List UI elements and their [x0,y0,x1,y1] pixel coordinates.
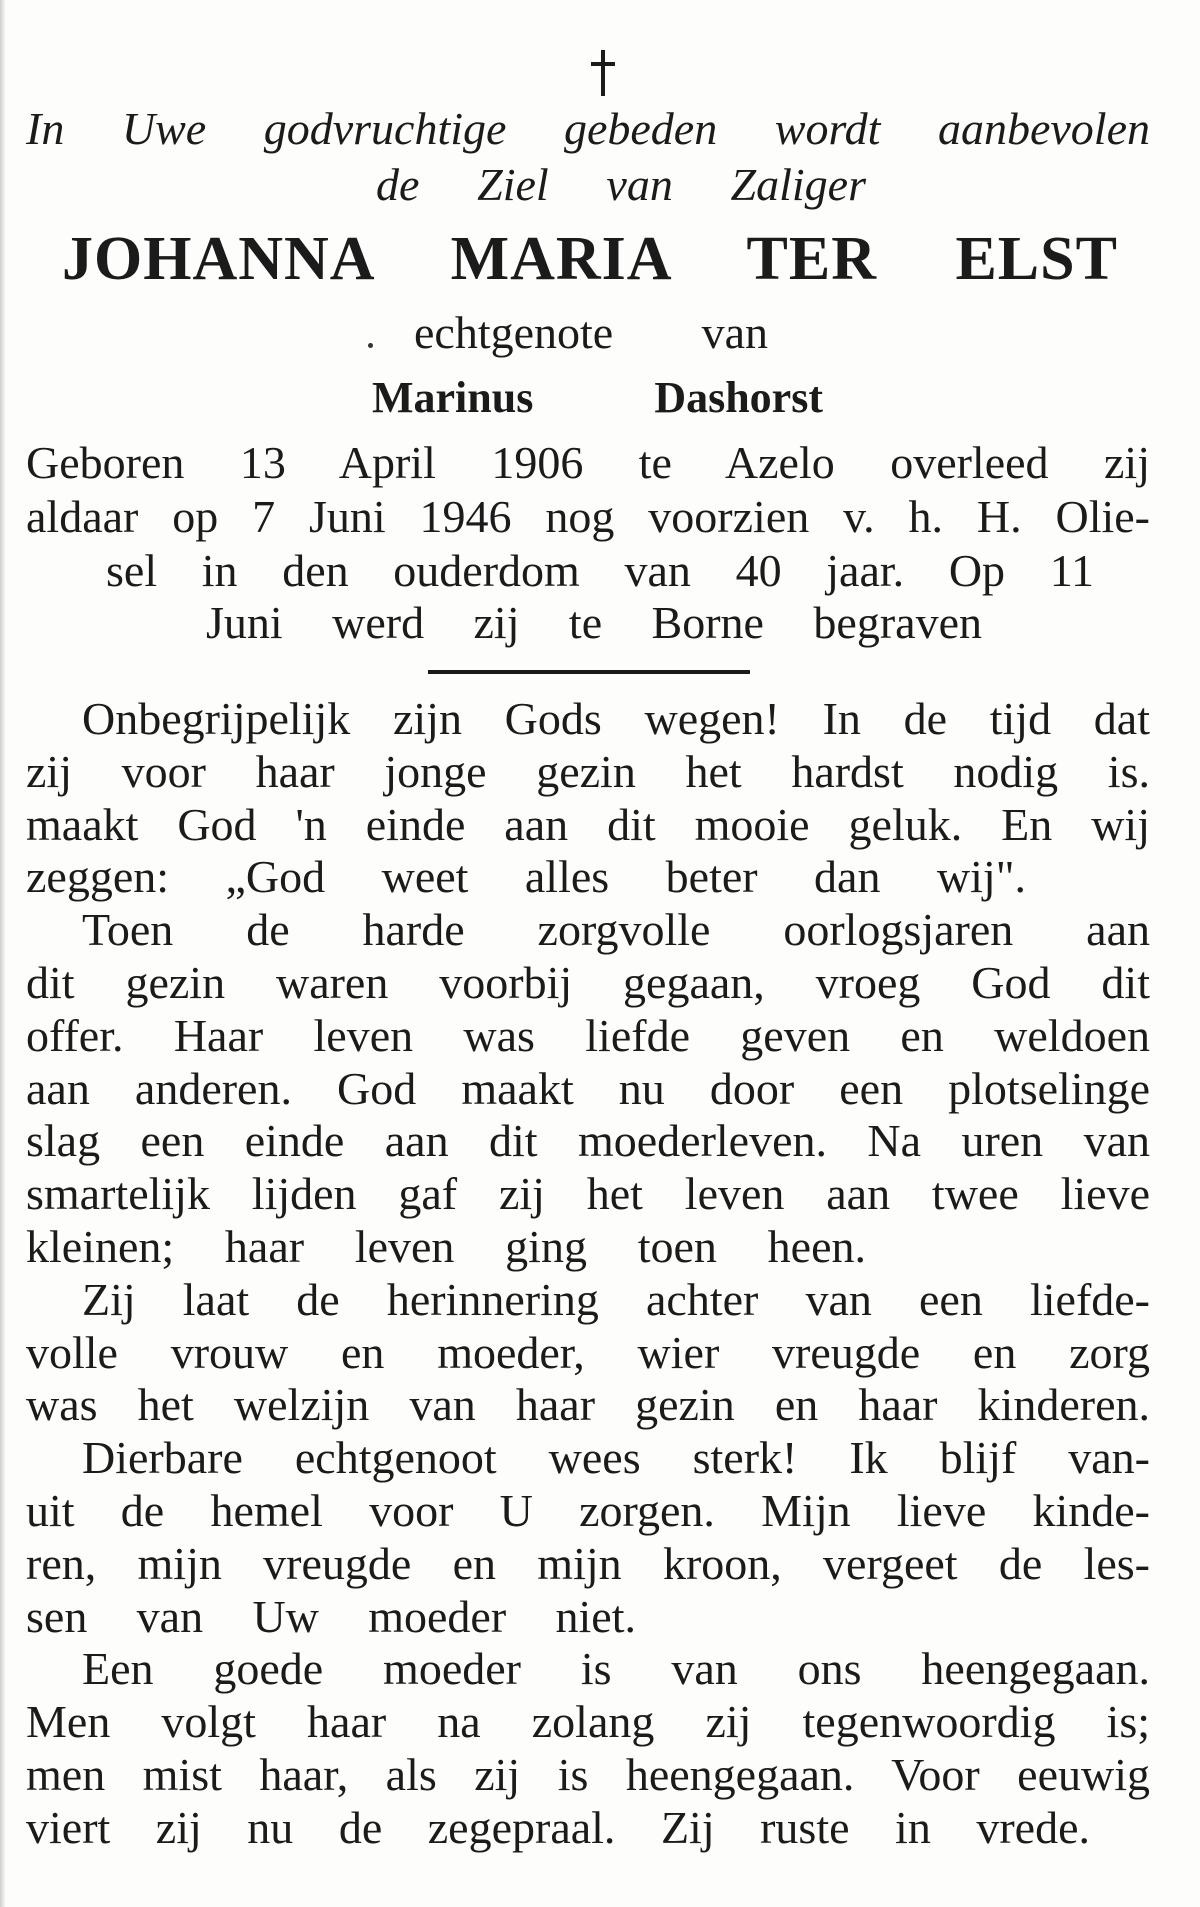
cross-icon [591,50,615,96]
body-line: Dierbare echtgenoot wees sterk! Ik blijf van- [82,1432,1150,1483]
bio-line: Geboren 13 April 1906 te Azelo overleed zij [26,437,1150,488]
bio-line: sel in den ouderdom van 40 jaar. Op 11 [106,545,1094,596]
deceased-name: JOHANNA MARIA TER ELST [62,225,1118,293]
body-line: viert zij nu de zegepraal. Zij ruste in vrede. [26,1802,1090,1853]
body-line: Toen de harde zorgvolle oorlogsjaren aan [82,904,1150,955]
body-line: maakt God 'n einde aan dit mooie geluk. En wij [26,799,1150,850]
body-line: kleinen; haar leven ging toen heen. [26,1221,866,1272]
body-line: Een goede moeder is van ons heengegaan. [82,1643,1150,1694]
bio-line: Juni werd zij te Borne begraven [206,597,982,648]
body-line: Onbegrijpelijk zijn Gods wegen! In de tijd dat [82,693,1150,744]
print-speck [368,343,373,348]
body-line: aan anderen. God maakt nu door een plotselinge [26,1063,1150,1114]
spouse-intro: echtgenote van [414,307,768,358]
body-line: uit de hemel voor U zorgen. Mijn lieve kinde- [26,1485,1150,1536]
body-line: dit gezin waren voorbij gegaan, vroeg God dit [26,957,1150,1008]
body-line: Zij laat de herinnering achter van een liefde- [82,1274,1150,1325]
body-line: offer. Haar leven was liefde geven en weldoen [26,1010,1150,1061]
body-line: zeggen: „God weet alles beter dan wij". [26,851,1026,902]
body-line: was het welzijn van haar gezin en haar kinderen. [26,1379,1150,1430]
intro-line-2: de Ziel van Zaliger [376,159,866,210]
body-line: ren, mijn vreugde en mijn kroon, vergeet de les- [26,1538,1150,1589]
body-line: slag een einde aan dit moederleven. Na uren van [26,1115,1150,1166]
body-line: sen van Uw moeder niet. [26,1591,636,1642]
scan-edge [0,0,6,1907]
body-line: Men volgt haar na zolang zij tegenwoordig is; [26,1696,1150,1747]
intro-line-1: In Uwe godvruchtige gebeden wordt aanbevolen [26,103,1150,154]
divider-rule [428,670,750,674]
bio-line: aldaar op 7 Juni 1946 nog voorzien v. h. H. Olie- [26,491,1150,542]
body-line: smartelijk lijden gaf zij het leven aan twee lieve [26,1168,1150,1219]
body-line: volle vrouw en moeder, wier vreugde en zorg [26,1327,1150,1378]
body-line: men mist haar, als zij is heengegaan. Voor eeuwig [26,1749,1150,1800]
spouse-name: Marinus Dashorst [372,373,823,422]
body-line: zij voor haar jonge gezin het hardst nodig is. [26,746,1150,797]
